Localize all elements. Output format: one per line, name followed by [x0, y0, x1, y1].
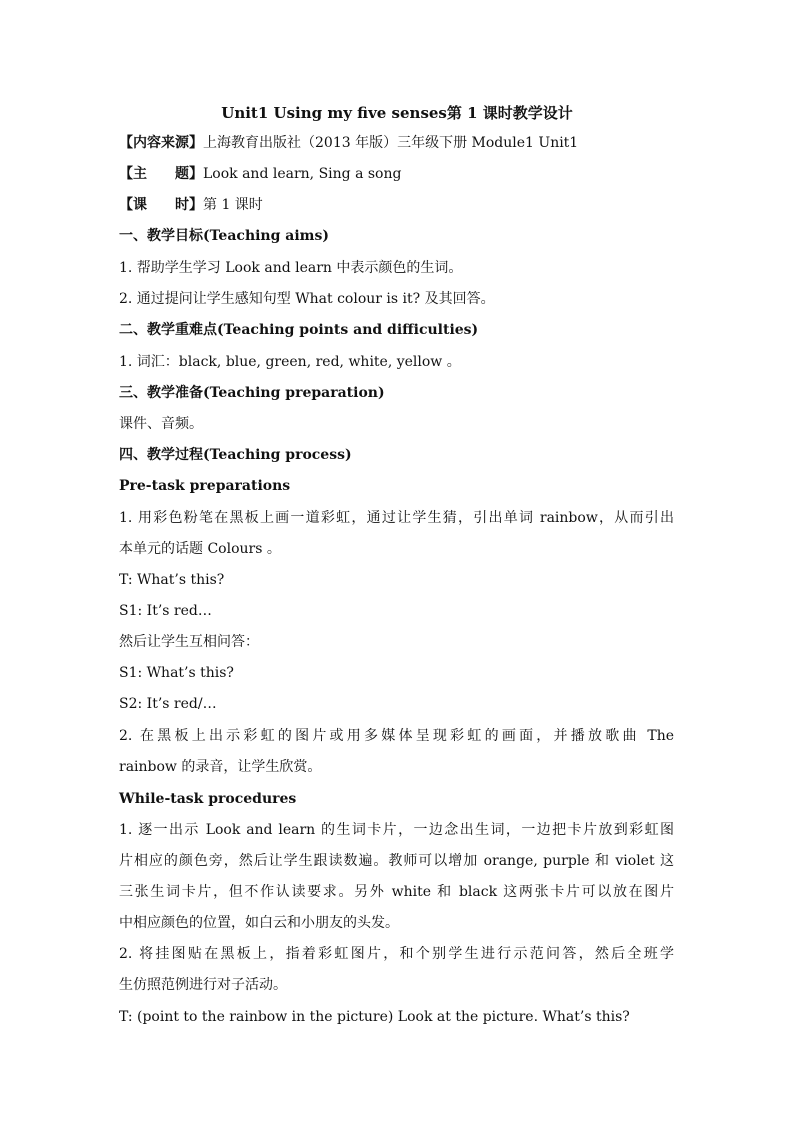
pre-task-para-1-line-1: 1. 用彩色粉笔在黑板上画一道彩虹，通过让学生猜，引出单词 rainbow，从而引出 [119, 510, 674, 526]
section-heading-process: 四、教学过程(Teaching process) [119, 447, 352, 463]
dialogue-line: S2: It’s red/… [119, 696, 217, 712]
pre-task-para-1-line-2: 本单元的话题 Colours 。 [119, 541, 281, 557]
meta-topic-label: 【主 题】 [119, 166, 203, 182]
meta-topic [119, 165, 674, 183]
points-item-1: 1. 词汇：black, blue, green, red, white, yellow 。 [119, 354, 461, 370]
while-task-para-1-line-2: 片相应的颜色旁，然后让学生跟读数遍。教师可以增加 orange, purple 和 violet 这 [119, 853, 674, 869]
while-task-para-1-line-1: 1. 逐一出示 Look and learn 的生词卡片，一边念出生词，一边把卡片放到彩虹图 [119, 822, 674, 838]
pre-task-heading: Pre-task preparations [119, 478, 291, 494]
aims-item-2: 2. 通过提问让学生感知句型 What colour is it? 及其回答。 [119, 291, 495, 307]
dialogue-line: T: (point to the rainbow in the picture) Look at the picture. What’s this? [119, 1009, 630, 1025]
aims-item-1: 1. 帮助学生学习 Look and learn 中表示颜色的生词。 [119, 260, 463, 276]
meta-period [119, 196, 674, 214]
while-task-para-2-line-1: 2. 将挂图贴在黑板上，指着彩虹图片，和个别学生进行示范问答，然后全班学 [119, 946, 674, 962]
meta-source-label: 【内容来源】 [119, 135, 203, 151]
meta-period-text: 第 1 课时 [203, 197, 263, 213]
section-heading-aims: 一、教学目标(Teaching aims) [119, 228, 329, 244]
preparation-text: 课件、音频。 [119, 416, 203, 432]
while-task-para-2-line-2: 生仿照范例进行对子活动。 [119, 977, 287, 993]
while-task-para-1-line-4: 中相应颜色的位置，如白云和小朋友的头发。 [119, 915, 399, 931]
pre-task-para-3-line-1: 2. 在黑板上出示彩虹的图片或用多媒体呈现彩虹的画面，并播放歌曲 The [119, 728, 674, 744]
section-heading-preparation: 三、教学准备(Teaching preparation) [119, 385, 385, 401]
document-title: Unit1 Using my five senses第 1 课时教学设计 [221, 104, 573, 122]
pre-task-para-3-line-2: rainbow 的录音，让学生欣赏。 [119, 759, 322, 775]
dialogue-line: T: What’s this? [119, 572, 225, 588]
dialogue-line: S1: It’s red… [119, 603, 212, 619]
pre-task-para-2: 然后让学生互相问答： [119, 634, 259, 650]
while-task-para-1-line-3: 三张生词卡片，但不作认读要求。另外 white 和 black 这两张卡片可以放在图片 [119, 884, 674, 900]
section-heading-points: 二、教学重难点(Teaching points and difficulties) [119, 322, 479, 338]
meta-source [119, 134, 674, 152]
dialogue-line: S1: What’s this? [119, 665, 234, 681]
while-task-heading: While-task procedures [119, 791, 297, 807]
meta-period-label: 【课 时】 [119, 197, 203, 213]
meta-source-text: 上海教育出版社（2013 年版）三年级下册 Module1 Unit1 [203, 135, 579, 151]
meta-topic-text: Look and learn, Sing a song [203, 166, 402, 182]
